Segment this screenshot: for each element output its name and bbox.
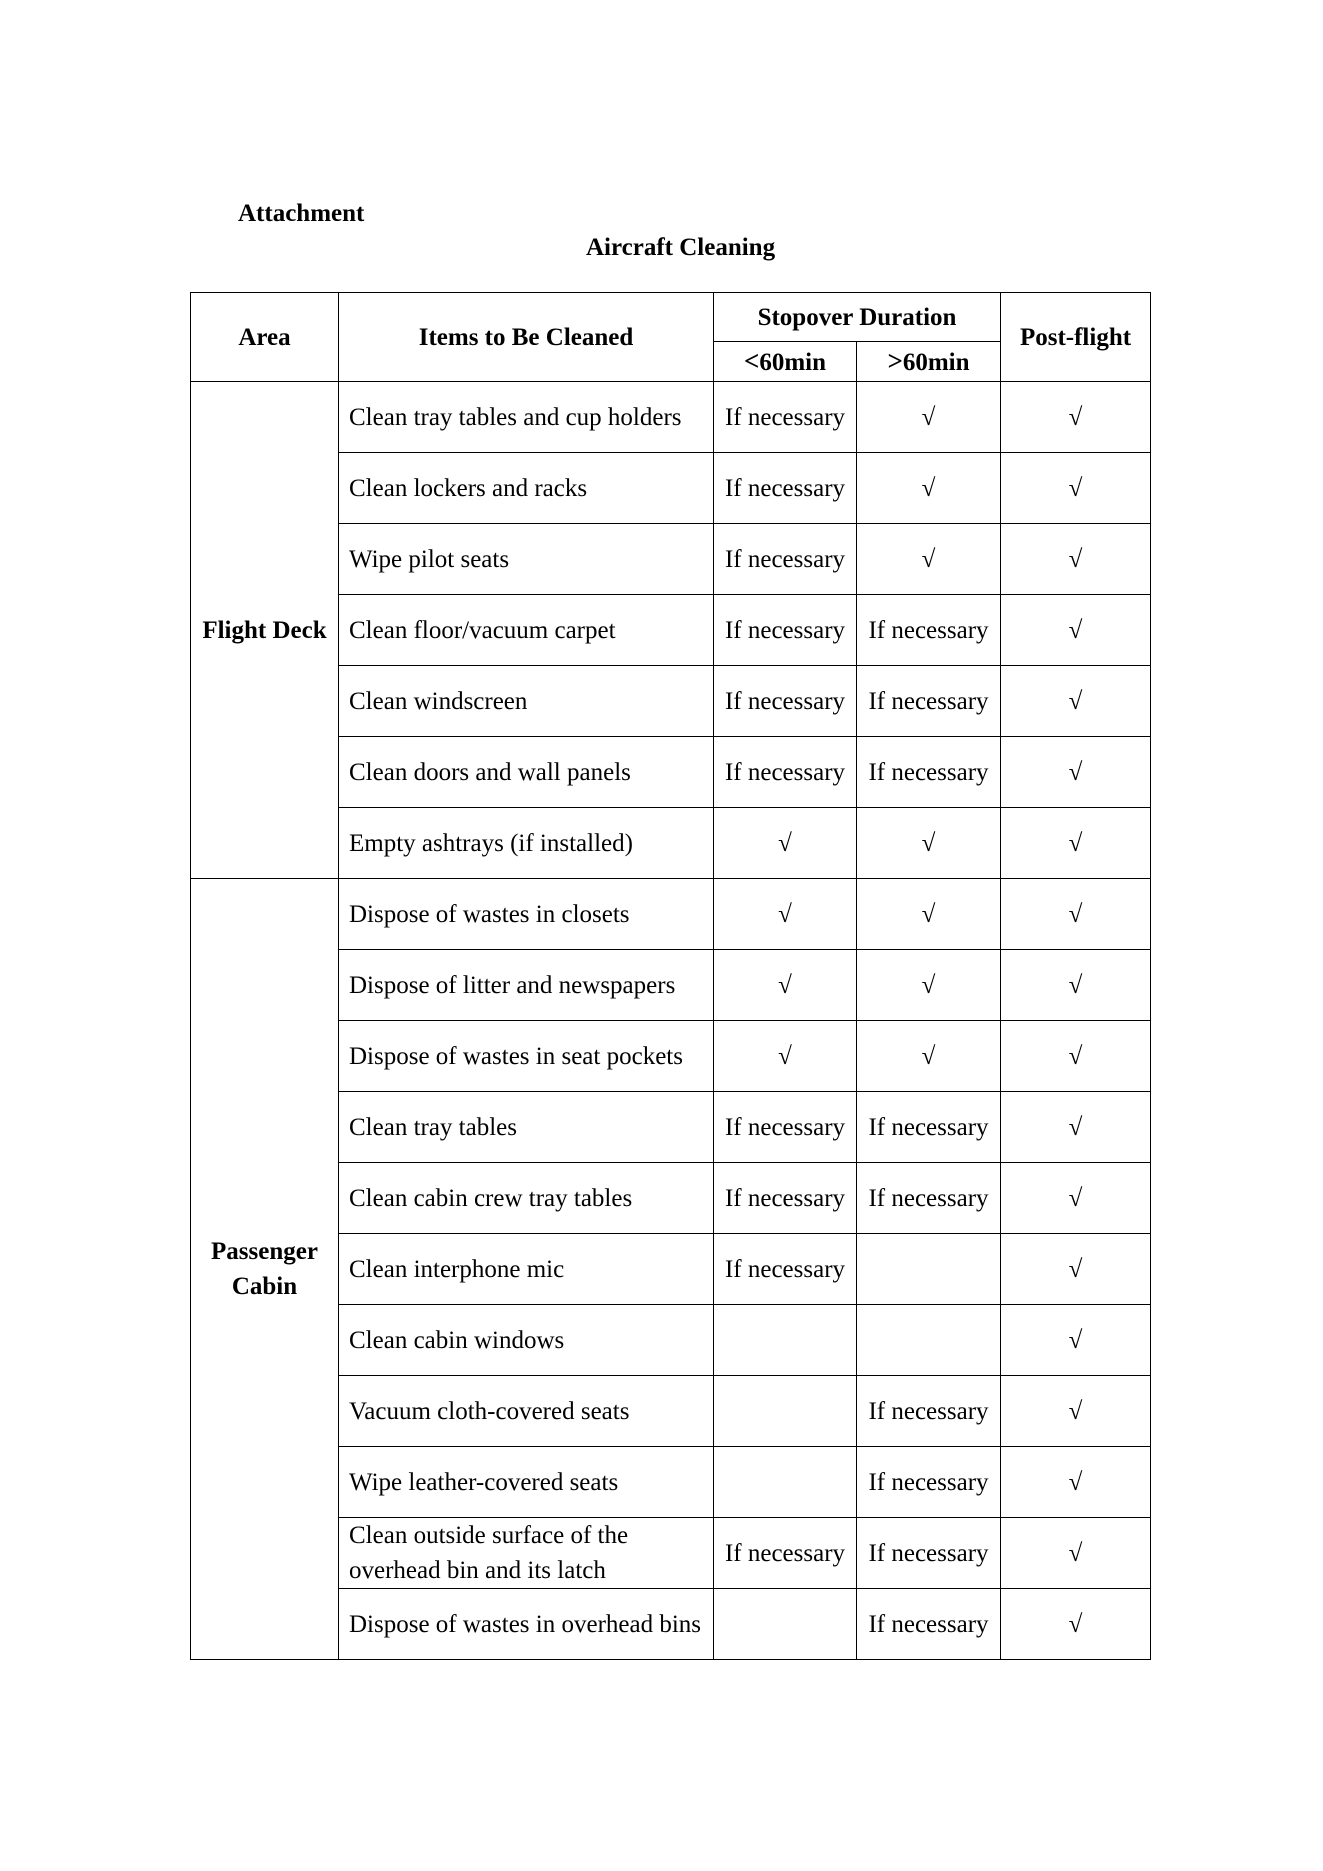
over-60min-cell: √ — [857, 879, 1001, 950]
post-flight-cell: √ — [1001, 595, 1151, 666]
item-cell: Wipe leather-covered seats — [339, 1447, 714, 1518]
post-flight-cell: √ — [1001, 1589, 1151, 1660]
area-cell: Flight Deck — [191, 382, 339, 879]
header-items: Items to Be Cleaned — [339, 293, 714, 382]
item-cell: Wipe pilot seats — [339, 524, 714, 595]
over-60min-cell: √ — [857, 950, 1001, 1021]
item-cell: Clean outside surface of the overhead bin and its latch — [339, 1518, 714, 1589]
item-cell: Clean tray tables — [339, 1092, 714, 1163]
header-over-60min — [857, 342, 1001, 382]
under-60min-cell: √ — [714, 808, 857, 879]
item-cell: Dispose of wastes in seat pockets — [339, 1021, 714, 1092]
over-60min-cell: If necessary — [857, 595, 1001, 666]
under-60min-cell: If necessary — [714, 1092, 857, 1163]
over-60min-cell: √ — [857, 1021, 1001, 1092]
under-60min-label: 60min — [759, 348, 827, 376]
over-60min-cell: If necessary — [857, 1376, 1001, 1447]
table-body — [191, 382, 1151, 1660]
item-cell: Dispose of wastes in closets — [339, 879, 714, 950]
item-cell: Clean cabin crew tray tables — [339, 1163, 714, 1234]
over-60min-cell — [857, 1305, 1001, 1376]
under-60min-cell: If necessary — [714, 453, 857, 524]
post-flight-cell: √ — [1001, 382, 1151, 453]
under-60min-cell: If necessary — [714, 666, 857, 737]
over-60min-cell: If necessary — [857, 1589, 1001, 1660]
post-flight-cell: √ — [1001, 1234, 1151, 1305]
table-row — [191, 382, 1151, 453]
item-cell: Dispose of wastes in overhead bins — [339, 1589, 714, 1660]
over-60min-cell: If necessary — [857, 666, 1001, 737]
over-60min-cell: If necessary — [857, 1447, 1001, 1518]
item-cell: Clean cabin windows — [339, 1305, 714, 1376]
table-row — [191, 879, 1151, 950]
post-flight-cell: √ — [1001, 1163, 1151, 1234]
greater-than-symbol: > — [887, 345, 903, 376]
item-cell: Dispose of litter and newspapers — [339, 950, 714, 1021]
item-cell: Clean lockers and racks — [339, 453, 714, 524]
over-60min-cell: If necessary — [857, 1092, 1001, 1163]
post-flight-cell: √ — [1001, 1092, 1151, 1163]
post-flight-cell: √ — [1001, 1447, 1151, 1518]
document-title: Aircraft Cleaning — [586, 234, 776, 261]
under-60min-cell: If necessary — [714, 1163, 857, 1234]
under-60min-cell: If necessary — [714, 595, 857, 666]
under-60min-cell: If necessary — [714, 737, 857, 808]
header-area: Area — [191, 293, 339, 382]
post-flight-cell: √ — [1001, 1376, 1151, 1447]
under-60min-cell: If necessary — [714, 524, 857, 595]
under-60min-cell: √ — [714, 1021, 857, 1092]
item-cell: Clean windscreen — [339, 666, 714, 737]
over-60min-cell: √ — [857, 524, 1001, 595]
under-60min-cell — [714, 1447, 857, 1518]
post-flight-cell: √ — [1001, 524, 1151, 595]
over-60min-cell: If necessary — [857, 1518, 1001, 1589]
under-60min-cell — [714, 1589, 857, 1660]
post-flight-cell: √ — [1001, 666, 1151, 737]
post-flight-cell: √ — [1001, 879, 1151, 950]
under-60min-cell — [714, 1305, 857, 1376]
over-60min-cell: √ — [857, 382, 1001, 453]
cleaning-table — [190, 292, 1151, 1660]
over-60min-cell — [857, 1234, 1001, 1305]
over-60min-cell: √ — [857, 808, 1001, 879]
item-cell: Empty ashtrays (if installed) — [339, 808, 714, 879]
over-60min-label: 60min — [902, 348, 970, 376]
under-60min-cell: If necessary — [714, 1234, 857, 1305]
under-60min-cell — [714, 1376, 857, 1447]
item-cell: Clean floor/vacuum carpet — [339, 595, 714, 666]
post-flight-cell: √ — [1001, 1305, 1151, 1376]
post-flight-cell: √ — [1001, 1021, 1151, 1092]
item-cell: Vacuum cloth-covered seats — [339, 1376, 714, 1447]
post-flight-cell: √ — [1001, 453, 1151, 524]
under-60min-cell: √ — [714, 950, 857, 1021]
over-60min-cell: If necessary — [857, 1163, 1001, 1234]
post-flight-cell: √ — [1001, 808, 1151, 879]
under-60min-cell: √ — [714, 879, 857, 950]
item-cell: Clean doors and wall panels — [339, 737, 714, 808]
post-flight-cell: √ — [1001, 950, 1151, 1021]
item-cell: Clean tray tables and cup holders — [339, 382, 714, 453]
under-60min-cell: If necessary — [714, 382, 857, 453]
less-than-symbol: < — [743, 345, 760, 376]
area-cell: Passenger Cabin — [191, 879, 339, 1660]
over-60min-cell: If necessary — [857, 737, 1001, 808]
post-flight-cell: √ — [1001, 1518, 1151, 1589]
attachment-label: Attachment — [238, 200, 365, 227]
item-cell: Clean interphone mic — [339, 1234, 714, 1305]
header-under-60min — [714, 342, 857, 382]
post-flight-cell: √ — [1001, 737, 1151, 808]
header-stopover-duration: Stopover Duration — [714, 293, 1001, 342]
over-60min-cell: √ — [857, 453, 1001, 524]
under-60min-cell: If necessary — [714, 1518, 857, 1589]
header-post-flight: Post-flight — [1001, 293, 1151, 382]
